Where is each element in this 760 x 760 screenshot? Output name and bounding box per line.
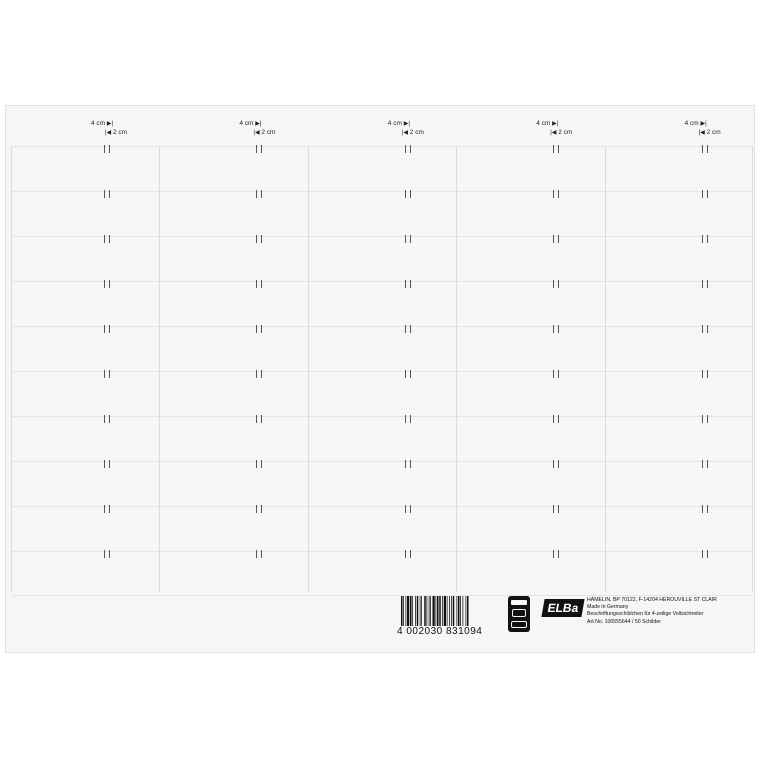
cut-mark <box>553 505 559 513</box>
label-cell[interactable] <box>309 371 456 416</box>
cut-mark <box>256 145 262 153</box>
label-cell[interactable] <box>606 281 752 326</box>
measure-label <box>239 120 299 142</box>
cut-mark <box>553 325 559 333</box>
product-description: Beschriftungsschildchen für 4-zeilige Vollsichtreiter <box>587 611 704 618</box>
label-grid <box>11 146 753 592</box>
label-cell[interactable] <box>606 461 752 506</box>
cut-mark <box>702 550 708 558</box>
barcode-bar <box>407 596 409 630</box>
cut-mark <box>405 235 411 243</box>
measure-2cm: 2 cm <box>261 129 276 136</box>
label-sheet <box>5 105 755 653</box>
cut-mark <box>256 505 262 513</box>
measure-4cm: 4 cm <box>91 120 106 127</box>
measure-label <box>685 120 745 142</box>
company-origin: Made in Germany <box>587 604 629 611</box>
cut-mark <box>104 235 110 243</box>
barcode-bar <box>417 596 419 630</box>
measure-2cm: 2 cm <box>706 129 721 136</box>
cut-mark <box>405 145 411 153</box>
label-cell[interactable] <box>606 191 752 236</box>
cut-mark <box>104 415 110 423</box>
label-cell[interactable] <box>309 236 456 281</box>
barcode-number: 4 002030 831094 <box>395 626 507 637</box>
measure-2cm: 2 cm <box>113 129 128 136</box>
cut-mark <box>405 325 411 333</box>
cut-mark <box>702 505 708 513</box>
label-cell[interactable] <box>457 326 604 371</box>
barcode-bar <box>458 596 460 630</box>
barcode-bar <box>410 596 412 630</box>
cut-mark <box>553 235 559 243</box>
cut-mark <box>702 415 708 423</box>
cut-mark <box>256 280 262 288</box>
arrow-left-icon: |◀ <box>401 130 408 136</box>
label-cell[interactable] <box>309 281 456 326</box>
recycle-symbol-icon <box>508 596 530 632</box>
measure-label <box>388 120 448 142</box>
measure-4cm: 4 cm <box>387 120 402 127</box>
label-cell[interactable] <box>12 461 159 506</box>
company-address: HAMELIN, BP 70122, F-14204 HEROUVILLE ST CLAIR <box>587 597 717 603</box>
label-cell[interactable] <box>12 371 159 416</box>
cut-mark <box>553 550 559 558</box>
cut-mark <box>256 190 262 198</box>
barcode-bar <box>420 596 421 630</box>
label-column <box>308 146 456 592</box>
label-column <box>159 146 307 592</box>
cut-mark <box>104 325 110 333</box>
barcode-bar <box>460 596 461 630</box>
label-column <box>605 146 753 592</box>
cut-mark <box>256 325 262 333</box>
barcode-bar <box>453 596 455 630</box>
arrow-right-icon: ▶| <box>106 121 114 127</box>
brand-logo: ELBa <box>541 599 584 617</box>
label-cell[interactable] <box>606 416 752 461</box>
label-cell[interactable] <box>606 326 752 371</box>
label-cell[interactable] <box>606 506 752 551</box>
label-cell[interactable] <box>457 191 604 236</box>
measure-4cm: 4 cm <box>684 120 699 127</box>
cut-mark <box>702 280 708 288</box>
label-cell[interactable] <box>309 416 456 461</box>
barcode-bar <box>433 596 435 630</box>
barcode-bar <box>403 596 404 630</box>
barcode-bar <box>427 596 428 630</box>
barcode-bars <box>399 596 499 630</box>
cut-mark <box>405 190 411 198</box>
barcode-bar <box>415 596 416 630</box>
cut-mark <box>553 460 559 468</box>
label-column <box>11 146 159 592</box>
barcode-bar <box>421 596 422 630</box>
arrow-left-icon: |◀ <box>550 130 557 136</box>
label-cell[interactable] <box>309 506 456 551</box>
label-cell[interactable] <box>12 506 159 551</box>
cut-mark <box>104 370 110 378</box>
cut-mark <box>553 190 559 198</box>
barcode-bar <box>424 596 426 630</box>
cut-mark <box>405 280 411 288</box>
cut-mark <box>405 415 411 423</box>
arrow-right-icon: ▶| <box>552 121 559 127</box>
barcode-bar <box>447 596 448 630</box>
arrow-left-icon: |◀ <box>698 130 705 136</box>
cut-mark <box>104 505 110 513</box>
label-cell[interactable] <box>12 146 159 191</box>
cut-mark <box>256 415 262 423</box>
barcode-bar <box>439 596 441 630</box>
cut-mark <box>553 370 559 378</box>
barcode-bar <box>401 596 403 630</box>
arrow-right-icon: ▶| <box>255 121 262 127</box>
barcode-bar <box>449 596 450 630</box>
barcode-bar <box>451 596 452 630</box>
cut-mark <box>104 550 110 558</box>
label-cell[interactable] <box>606 371 752 416</box>
barcode-bar <box>429 596 430 630</box>
arrow-left-icon: |◀ <box>253 130 260 136</box>
label-cell[interactable] <box>457 461 604 506</box>
arrow-right-icon: ▶| <box>403 121 410 127</box>
cut-mark <box>553 280 559 288</box>
label-cell[interactable] <box>309 461 456 506</box>
cut-mark <box>256 550 262 558</box>
label-cell[interactable] <box>12 191 159 236</box>
label-cell[interactable] <box>457 281 604 326</box>
barcode-bar <box>437 596 439 630</box>
cut-mark <box>702 460 708 468</box>
cut-mark <box>702 325 708 333</box>
label-cell[interactable] <box>12 416 159 461</box>
label-cell[interactable] <box>160 326 307 371</box>
cut-mark <box>256 370 262 378</box>
cut-mark <box>104 280 110 288</box>
company-info <box>587 597 757 626</box>
sheet-footer <box>6 590 754 652</box>
label-cell[interactable] <box>160 416 307 461</box>
label-cell[interactable] <box>457 236 604 281</box>
label-cell[interactable] <box>457 416 604 461</box>
cut-mark <box>104 190 110 198</box>
article-number: Art.No. 100555644 / 50 Schilder <box>587 618 661 625</box>
label-cell[interactable] <box>160 146 307 191</box>
cut-mark <box>405 370 411 378</box>
label-cell[interactable] <box>160 371 307 416</box>
cut-mark <box>702 145 708 153</box>
cut-mark <box>702 235 708 243</box>
cut-mark <box>104 145 110 153</box>
arrow-right-icon: ▶| <box>700 121 707 127</box>
barcode-bar <box>430 596 431 630</box>
cut-mark <box>553 415 559 423</box>
barcode-bar <box>436 596 437 630</box>
arrow-left-icon: |◀ <box>105 130 112 136</box>
measure-label <box>536 120 596 142</box>
label-cell[interactable] <box>160 506 307 551</box>
label-cell[interactable] <box>309 326 456 371</box>
label-cell[interactable] <box>606 146 752 191</box>
cut-mark <box>256 460 262 468</box>
barcode-bar <box>412 596 413 630</box>
label-cell[interactable] <box>457 146 604 191</box>
barcode-bar <box>467 596 469 630</box>
label-cell[interactable] <box>160 236 307 281</box>
measure-2cm: 2 cm <box>558 129 573 136</box>
label-cell[interactable] <box>457 506 604 551</box>
barcode-bar <box>442 596 443 630</box>
label-cell[interactable] <box>160 281 307 326</box>
cut-mark <box>553 145 559 153</box>
barcode-bar <box>406 596 407 630</box>
label-cell[interactable] <box>12 236 159 281</box>
cut-mark <box>702 370 708 378</box>
cut-mark <box>702 190 708 198</box>
cut-mark <box>405 505 411 513</box>
measure-label <box>91 120 151 142</box>
label-column <box>456 146 604 592</box>
barcode-bar <box>444 596 446 630</box>
barcode-bar <box>466 596 467 630</box>
cut-mark <box>405 550 411 558</box>
cut-mark <box>405 460 411 468</box>
label-cell[interactable] <box>160 461 307 506</box>
cut-mark <box>104 460 110 468</box>
measure-2cm: 2 cm <box>409 129 424 136</box>
label-cell[interactable] <box>160 191 307 236</box>
measure-4cm: 4 cm <box>239 120 254 127</box>
label-cell[interactable] <box>606 236 752 281</box>
measure-4cm: 4 cm <box>536 120 551 127</box>
label-cell[interactable] <box>309 146 456 191</box>
label-cell[interactable] <box>12 281 159 326</box>
label-cell[interactable] <box>309 191 456 236</box>
barcode-bar <box>457 596 458 630</box>
label-cell[interactable] <box>457 371 604 416</box>
cut-mark <box>256 235 262 243</box>
label-cell[interactable] <box>12 326 159 371</box>
barcode-bar <box>463 596 464 630</box>
